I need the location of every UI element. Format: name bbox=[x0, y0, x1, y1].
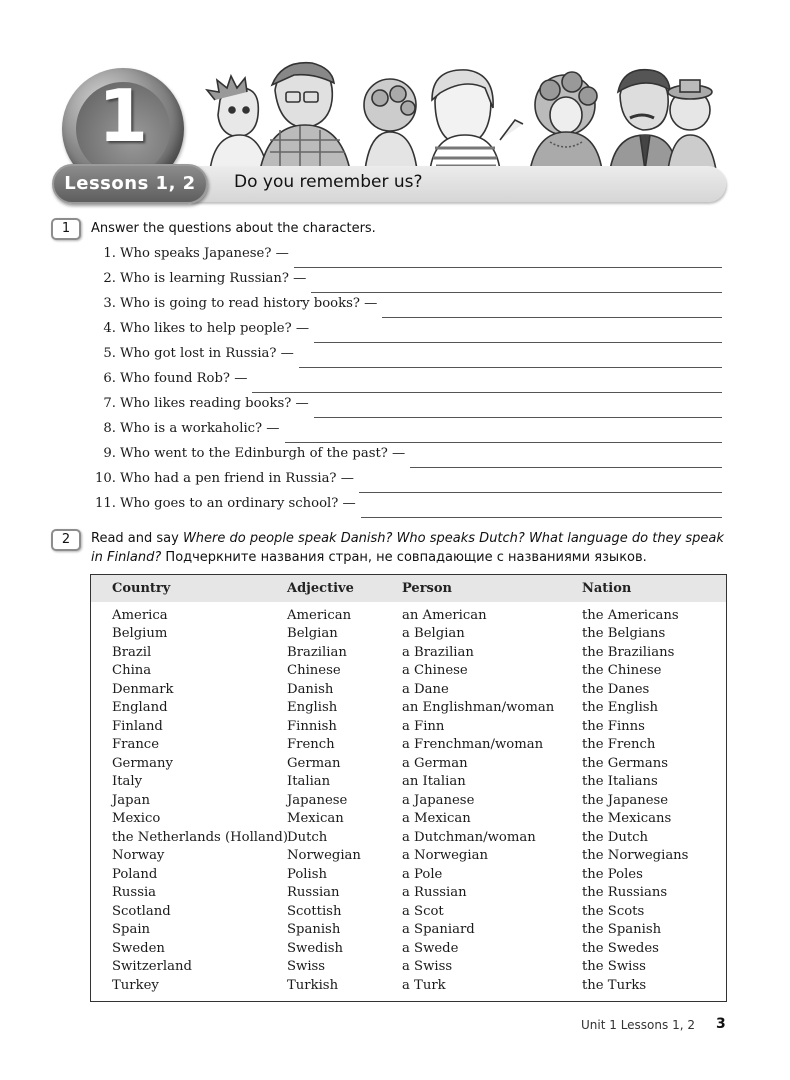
table-row bbox=[91, 625, 726, 644]
cell-person: a Scot bbox=[402, 903, 444, 919]
answer-line[interactable] bbox=[285, 442, 723, 443]
footer-label: Unit 1 Lessons 1, 2 bbox=[581, 1018, 695, 1032]
cell-country: Belgium bbox=[112, 626, 168, 642]
cell-person: a Turk bbox=[402, 977, 446, 993]
table-row bbox=[91, 699, 726, 718]
table-row bbox=[91, 939, 726, 958]
cell-nation: the Spanish bbox=[582, 922, 662, 938]
cell-person: an Italian bbox=[402, 774, 466, 790]
cell-person: a Spaniard bbox=[402, 922, 475, 938]
question-text: Who likes reading books? — bbox=[120, 396, 309, 411]
instruction-prefix: Read and say bbox=[91, 531, 183, 546]
answer-line[interactable] bbox=[311, 292, 722, 293]
cell-nation: the Russians bbox=[582, 885, 668, 901]
cell-nation: the Germans bbox=[582, 755, 669, 771]
table-row bbox=[91, 828, 726, 847]
question-number: 8. bbox=[103, 421, 116, 436]
question-text: Who goes to an ordinary school? — bbox=[120, 496, 356, 511]
cell-nation: the Poles bbox=[582, 866, 643, 882]
question-item bbox=[92, 321, 722, 346]
question-number: 2. bbox=[103, 271, 116, 286]
cell-person: a Pole bbox=[402, 866, 443, 882]
cell-person: a German bbox=[402, 755, 468, 771]
cell-country: Norway bbox=[112, 848, 165, 864]
cell-person: a Frenchman/woman bbox=[402, 737, 544, 753]
cell-nation: the Dutch bbox=[582, 829, 649, 845]
lessons-label: Lessons 1, 2 bbox=[64, 173, 196, 194]
exercise-2-instruction bbox=[91, 529, 731, 567]
question-number: 4. bbox=[103, 321, 116, 336]
cell-nation: the English bbox=[582, 700, 659, 716]
cell-nation: the Belgians bbox=[582, 626, 666, 642]
table-row bbox=[91, 902, 726, 921]
question-item bbox=[92, 421, 722, 446]
cell-person: a Swede bbox=[402, 940, 459, 956]
question-number: 3. bbox=[103, 296, 116, 311]
instruction-italic: Where do people speak Danish? Who speaks Dutch? What language do they speak in Finland? bbox=[91, 531, 724, 565]
question-text: Who went to the Edinburgh of the past? — bbox=[120, 446, 406, 461]
question-item bbox=[92, 271, 722, 296]
cell-country: Italy bbox=[112, 774, 143, 790]
page-number: 3 bbox=[716, 1016, 726, 1032]
cell-country: China bbox=[112, 663, 152, 679]
cell-country: Sweden bbox=[112, 940, 165, 956]
question-text: Who likes to help people? — bbox=[120, 321, 310, 336]
table-header-row bbox=[91, 575, 726, 602]
cell-adjective: Russian bbox=[287, 885, 340, 901]
cell-adjective: Italian bbox=[287, 774, 331, 790]
cell-country: Finland bbox=[112, 718, 163, 734]
cell-adjective: French bbox=[287, 737, 335, 753]
table-row bbox=[91, 606, 726, 625]
cell-person: a Brazilian bbox=[402, 644, 474, 660]
question-item bbox=[92, 346, 722, 371]
cell-nation: the Swiss bbox=[582, 959, 646, 975]
table-row bbox=[91, 791, 726, 810]
question-number: 5. bbox=[103, 346, 116, 361]
exercise-2-number: 2 bbox=[51, 529, 81, 551]
table-row bbox=[91, 643, 726, 662]
cell-nation: the Chinese bbox=[582, 663, 662, 679]
question-item bbox=[92, 396, 722, 421]
character-man-glasses bbox=[260, 63, 350, 170]
question-list bbox=[92, 246, 722, 521]
cell-nation: the Americans bbox=[582, 607, 679, 623]
question-item bbox=[92, 296, 722, 321]
cell-nation: the Turks bbox=[582, 977, 647, 993]
question-item bbox=[92, 446, 722, 471]
cell-nation: the Finns bbox=[582, 718, 645, 734]
page-title: Do you remember us? bbox=[234, 172, 423, 192]
cell-country: the Netherlands (Holland) bbox=[112, 829, 288, 845]
instruction-suffix: Подчеркните названия стран, не совпадающие с названиями языков. bbox=[161, 550, 647, 565]
cell-person: a Japanese bbox=[402, 792, 475, 808]
question-text: Who speaks Japanese? — bbox=[120, 246, 289, 261]
cell-nation: the Italians bbox=[582, 774, 658, 790]
cell-person: a Dane bbox=[402, 681, 449, 697]
exercise-1-instruction: Answer the questions about the characters. bbox=[91, 221, 376, 236]
cell-adjective: Turkish bbox=[287, 977, 339, 993]
answer-line[interactable] bbox=[299, 367, 722, 368]
cell-nation: the Japanese bbox=[582, 792, 669, 808]
question-number: 9. bbox=[103, 446, 116, 461]
cell-adjective: Dutch bbox=[287, 829, 328, 845]
table-row bbox=[91, 810, 726, 829]
cell-person: a Russian bbox=[402, 885, 467, 901]
cell-country: Poland bbox=[112, 866, 158, 882]
cell-adjective: American bbox=[287, 607, 352, 623]
answer-line[interactable] bbox=[359, 492, 722, 493]
character-boy bbox=[207, 76, 268, 170]
cell-country: Japan bbox=[112, 792, 150, 808]
cell-country: Russia bbox=[112, 885, 157, 901]
cell-country: Germany bbox=[112, 755, 173, 771]
cell-country: Brazil bbox=[112, 644, 152, 660]
cell-adjective: Norwegian bbox=[287, 848, 361, 864]
cell-nation: the Norwegians bbox=[582, 848, 689, 864]
question-number: 7. bbox=[103, 396, 116, 411]
question-text: Who is a workaholic? — bbox=[120, 421, 280, 436]
nationality-table bbox=[90, 574, 727, 1002]
question-item bbox=[92, 246, 722, 271]
cell-nation: the French bbox=[582, 737, 656, 753]
cell-person: a Belgian bbox=[402, 626, 465, 642]
cell-country: England bbox=[112, 700, 168, 716]
question-number: 10. bbox=[95, 471, 116, 486]
cell-person: a Mexican bbox=[402, 811, 471, 827]
characters-illustration bbox=[200, 60, 720, 170]
cell-country: Mexico bbox=[112, 811, 161, 827]
question-item bbox=[92, 371, 722, 396]
cell-country: Scotland bbox=[112, 903, 171, 919]
question-number: 1. bbox=[103, 246, 116, 261]
cell-person: an American bbox=[402, 607, 487, 623]
cell-adjective: Chinese bbox=[287, 663, 341, 679]
table-row bbox=[91, 958, 726, 977]
table-row bbox=[91, 865, 726, 884]
cell-adjective: Finnish bbox=[287, 718, 337, 734]
answer-line[interactable] bbox=[314, 417, 722, 418]
question-item bbox=[92, 496, 722, 521]
table-row bbox=[91, 736, 726, 755]
question-text: Who is learning Russian? — bbox=[120, 271, 307, 286]
cell-adjective: Japanese bbox=[287, 792, 348, 808]
cell-person: a Dutchman/woman bbox=[402, 829, 536, 845]
table-row bbox=[91, 662, 726, 681]
header-country: Country bbox=[112, 581, 171, 596]
lessons-badge bbox=[52, 164, 208, 204]
header-person: Person bbox=[402, 581, 452, 596]
answer-line[interactable] bbox=[252, 392, 722, 393]
cell-person: a Norwegian bbox=[402, 848, 488, 864]
character-mustache-man bbox=[610, 70, 677, 170]
unit-number: 1 bbox=[97, 74, 149, 158]
table-row bbox=[91, 754, 726, 773]
cell-nation: the Scots bbox=[582, 903, 645, 919]
cell-adjective: German bbox=[287, 755, 341, 771]
answer-line[interactable] bbox=[314, 342, 722, 343]
answer-line[interactable] bbox=[361, 517, 722, 518]
cell-adjective: Mexican bbox=[287, 811, 344, 827]
table-row bbox=[91, 680, 726, 699]
cell-adjective: Polish bbox=[287, 866, 327, 882]
question-text: Who got lost in Russia? — bbox=[120, 346, 294, 361]
answer-line[interactable] bbox=[382, 317, 722, 318]
table-body bbox=[91, 602, 726, 995]
cell-adjective: Swiss bbox=[287, 959, 326, 975]
question-text: Who found Rob? — bbox=[120, 371, 248, 386]
question-text: Who had a pen friend in Russia? — bbox=[120, 471, 354, 486]
table-row bbox=[91, 773, 726, 792]
question-number: 11. bbox=[95, 496, 116, 511]
cell-nation: the Swedes bbox=[582, 940, 659, 956]
cell-person: an Englishman/woman bbox=[402, 700, 555, 716]
question-number: 6. bbox=[103, 371, 116, 386]
header-nation: Nation bbox=[582, 581, 632, 596]
table-row bbox=[91, 884, 726, 903]
cell-nation: the Mexicans bbox=[582, 811, 672, 827]
cell-country: America bbox=[112, 607, 168, 623]
cell-adjective: Scottish bbox=[287, 903, 342, 919]
cell-country: Turkey bbox=[112, 977, 159, 993]
character-girl bbox=[430, 70, 523, 170]
character-woman-hat bbox=[668, 80, 716, 170]
answer-line[interactable] bbox=[410, 467, 722, 468]
cell-adjective: Brazilian bbox=[287, 644, 347, 660]
cell-adjective: Belgian bbox=[287, 626, 338, 642]
question-text: Who is going to read history books? — bbox=[120, 296, 378, 311]
cell-adjective: Danish bbox=[287, 681, 334, 697]
cell-adjective: English bbox=[287, 700, 338, 716]
table-row bbox=[91, 847, 726, 866]
cell-country: Spain bbox=[112, 922, 151, 938]
character-older-woman bbox=[530, 72, 602, 170]
table-row bbox=[91, 717, 726, 736]
cell-nation: the Danes bbox=[582, 681, 650, 697]
exercise-1-number: 1 bbox=[51, 218, 81, 240]
cell-person: a Chinese bbox=[402, 663, 468, 679]
cell-person: a Finn bbox=[402, 718, 445, 734]
character-curly-woman bbox=[364, 79, 417, 170]
cell-country: Switzerland bbox=[112, 959, 192, 975]
question-item bbox=[92, 471, 722, 496]
table-row bbox=[91, 921, 726, 940]
header-adjective: Adjective bbox=[287, 581, 354, 596]
table-row bbox=[91, 976, 726, 995]
cell-adjective: Swedish bbox=[287, 940, 344, 956]
cell-person: a Swiss bbox=[402, 959, 453, 975]
cell-country: Denmark bbox=[112, 681, 174, 697]
cell-adjective: Spanish bbox=[287, 922, 341, 938]
cell-nation: the Brazilians bbox=[582, 644, 675, 660]
cell-country: France bbox=[112, 737, 159, 753]
answer-line[interactable] bbox=[294, 267, 722, 268]
